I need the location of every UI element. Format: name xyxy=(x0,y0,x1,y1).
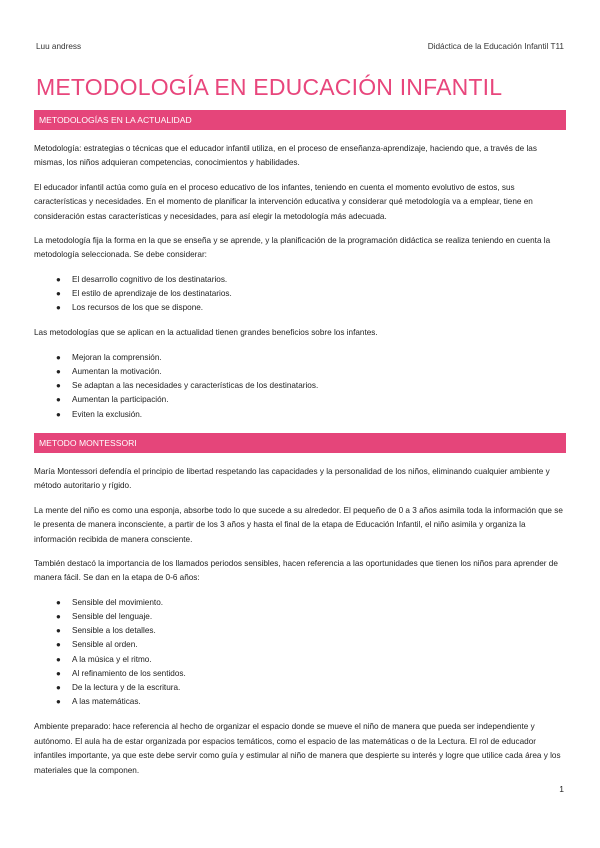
bullet-icon: ● xyxy=(56,626,61,636)
list-item xyxy=(34,681,566,695)
list-item-text: Se adaptan a las necesidades y características de los destinatarios. xyxy=(72,381,319,391)
list-item xyxy=(34,393,566,407)
list-item-text: Los recursos de los que se dispone. xyxy=(72,303,204,313)
paragraph: María Montessori defendía el principio de libertad respetando las capacidades y la personalidad de los niños, eliminando cualquier ambiente y método autoritario y rígido. xyxy=(34,466,550,491)
paragraph: La mente del niño es como una esponja, absorbe todo lo que sucede a su alrededor. El pequeño de 0 a 3 años asimila toda la información que se le presenta de manera inconsciente, a partir de los 3 años y hasta el final de la etapa de Educación Infantil, el niño asimila y organiza la información recibida de manera consciente. xyxy=(34,505,563,544)
list-item-text: Sensible del movimiento. xyxy=(72,597,164,607)
paragraph: La metodología fija la forma en la que se enseña y se aprende, y la planificación de la programación didáctica se realiza teniendo en cuenta la metodología seleccionada. Se debe considerar: xyxy=(34,236,551,260)
list-item xyxy=(34,273,566,287)
list-item-text: El desarrollo cognitivo de los destinatarios. xyxy=(72,274,228,284)
list-item-text: Eviten la exclusión. xyxy=(72,409,143,419)
paragraph: Ambiente preparado: hace referencia al hecho de organizar el espacio donde se mueve el niño de manera que pueda ser independiente y autónomo. El aula ha de estar organizada por espacios temáticos, como el espacio de las matemáticas o de la Lectura. El rol de educador infantiles importante, ya que este debe servir como guía y estimular al niño de manera que despierte su interés y logre que utilice cada área y los materiales que la componen. xyxy=(34,722,561,775)
list-item xyxy=(34,638,566,652)
list-item-text: Mejoran la comprensión. xyxy=(72,352,162,362)
bullet-icon: ● xyxy=(56,274,61,284)
bullet-icon: ● xyxy=(56,303,61,313)
page-number: 1 xyxy=(559,784,564,794)
bullet-icon: ● xyxy=(56,352,61,362)
header-author: Luu andress xyxy=(36,42,82,51)
list-item xyxy=(34,408,566,422)
bullet-icon: ● xyxy=(56,640,61,650)
list-item xyxy=(34,695,566,709)
list-item-text: Sensible a los detalles. xyxy=(72,626,156,636)
bullet-icon: ● xyxy=(56,668,61,678)
list-item xyxy=(34,653,566,667)
bullet-icon: ● xyxy=(56,654,61,664)
list-item xyxy=(34,667,566,681)
list-item xyxy=(34,379,566,393)
list-item-text: Aumentan la participación. xyxy=(72,395,169,405)
list-item-text: El estilo de aprendizaje de los destinatarios. xyxy=(72,289,232,299)
page-title: METODOLOGÍA EN EDUCACIÓN INFANTIL xyxy=(36,74,503,100)
bullet-icon: ● xyxy=(56,697,61,707)
bullet-icon: ● xyxy=(56,367,61,377)
list-item-text: De la lectura y de la escritura. xyxy=(72,682,181,692)
header-course: Didáctica de la Educación Infantil T11 xyxy=(427,42,564,51)
paragraph: El educador infantil actúa como guía en el proceso educativo de los infantes, teniendo en cuenta el momento evolutivo de estos, sus características y necesidades. En el momento de planificar la intervención educativa y considerar qué metodología va a emplear, tiene en consideración estas características y necesidades, para así elegir la metodología más adecuada. xyxy=(34,182,533,221)
section-heading-metodologias: METODOLOGÍAS EN LA ACTUALIDAD xyxy=(34,110,566,130)
paragraph: Las metodologías que se aplican en la actualidad tienen grandes beneficios sobre los infantes. xyxy=(34,328,378,338)
list-item-text: Al refinamiento de los sentidos. xyxy=(72,668,186,678)
document-body xyxy=(34,110,566,788)
bullet-list xyxy=(34,273,566,316)
list-item-text: A las matemáticas. xyxy=(72,697,141,707)
bullet-icon: ● xyxy=(56,409,61,419)
paragraph: También destacó la importancia de los llamados periodos sensibles, hacen referencia a las oportunidades que tienen los niños para aprender de manera fácil. Se dan en la etapa de 0-6 años: xyxy=(34,558,558,583)
bullet-icon: ● xyxy=(56,381,61,391)
bullet-list xyxy=(34,596,566,710)
bullet-icon: ● xyxy=(56,395,61,405)
list-item-text: Sensible al orden. xyxy=(72,640,138,650)
list-item xyxy=(34,351,566,365)
bullet-list xyxy=(34,351,566,422)
list-item-text: Aumentan la motivación. xyxy=(72,367,162,377)
list-item xyxy=(34,301,566,315)
list-item xyxy=(34,287,566,301)
list-item xyxy=(34,610,566,624)
list-item xyxy=(34,624,566,638)
bullet-icon: ● xyxy=(56,611,61,621)
bullet-icon: ● xyxy=(56,289,61,299)
list-item xyxy=(34,365,566,379)
bullet-icon: ● xyxy=(56,682,61,692)
paragraph: Metodología: estrategias o técnicas que el educador infantil utiliza, en el proceso de enseñanza-aprendizaje, haciendo que, a través de las mismas, los niños adquieran competencias, conocimientos y habilidades. xyxy=(34,144,537,168)
list-item xyxy=(34,596,566,610)
list-item-text: A la música y el ritmo. xyxy=(72,654,152,664)
section-heading-montessori: METODO MONTESSORI xyxy=(34,433,566,453)
list-item-text: Sensible del lenguaje. xyxy=(72,611,153,621)
bullet-icon: ● xyxy=(56,597,61,607)
